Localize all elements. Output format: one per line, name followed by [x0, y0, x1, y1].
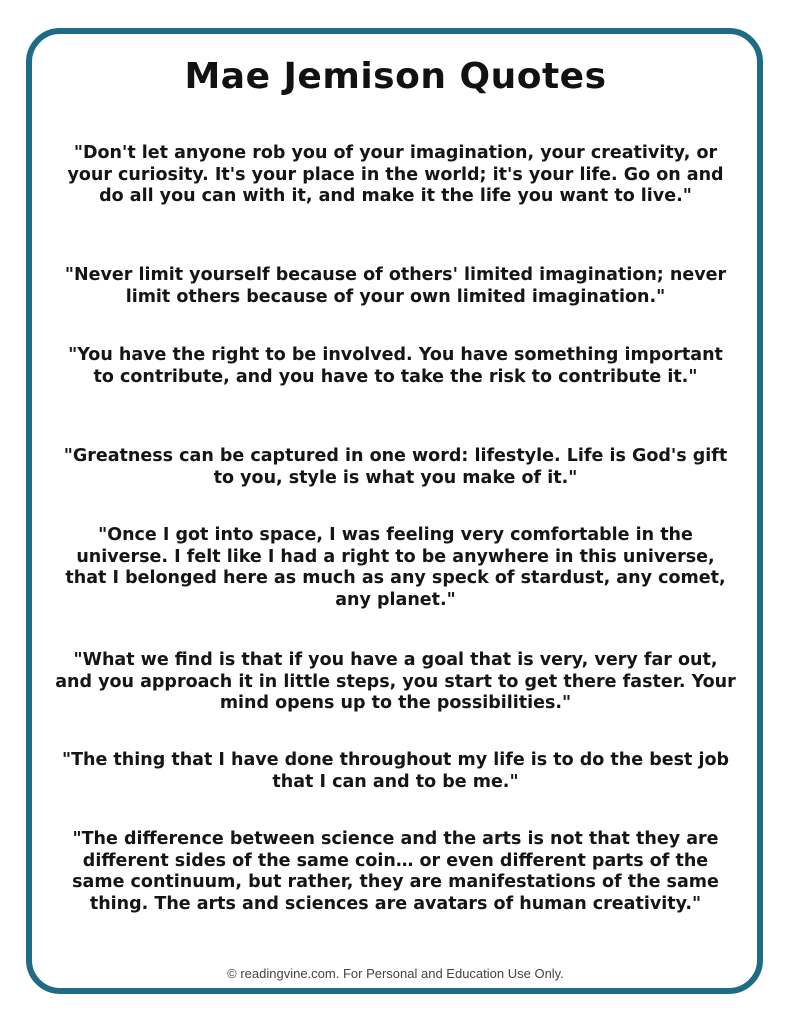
quote-1: "Don't let anyone rob you of your imagination, your creativity, or your curiosity. It's your place in the world; it's your life. Go on and do all you can with it, and make it the life you want to live." — [67, 143, 724, 206]
quote-6: "What we find is that if you have a goal that is very, very far out, and you approach it in little steps, you start to get there faster. Your mind opens up to the possibilities." — [55, 650, 736, 713]
quote-2: "Never limit yourself because of others' limited imagination; never limit others because of your own limited imagination." — [64, 265, 727, 307]
quote-4: "Greatness can be captured in one word: lifestyle. Life is God's gift to you, style is what you make of it." — [63, 446, 728, 488]
quote-3: "You have the right to be involved. You have something important to contribute, and you have to take the risk to contribute it." — [68, 345, 723, 387]
quote-5: "Once I got into space, I was feeling very comfortable in the universe. I felt like I had a right to be anywhere in this universe, that I belonged here as much as any speck of stardust, any comet, any planet." — [65, 525, 726, 610]
quote-7: "The thing that I have done throughout my life is to do the best job that I can and to be me." — [61, 750, 730, 792]
quote-8: "The difference between science and the arts is not that they are different sides of the same coin… or even different parts of the same continuum, but rather, they are manifestations of the same thing. The arts and sciences are avatars of human creativity." — [72, 829, 719, 914]
page-title: Mae Jemison Quotes — [184, 56, 607, 97]
copyright-footer: © readingvine.com. For Personal and Education Use Only. — [227, 966, 564, 981]
